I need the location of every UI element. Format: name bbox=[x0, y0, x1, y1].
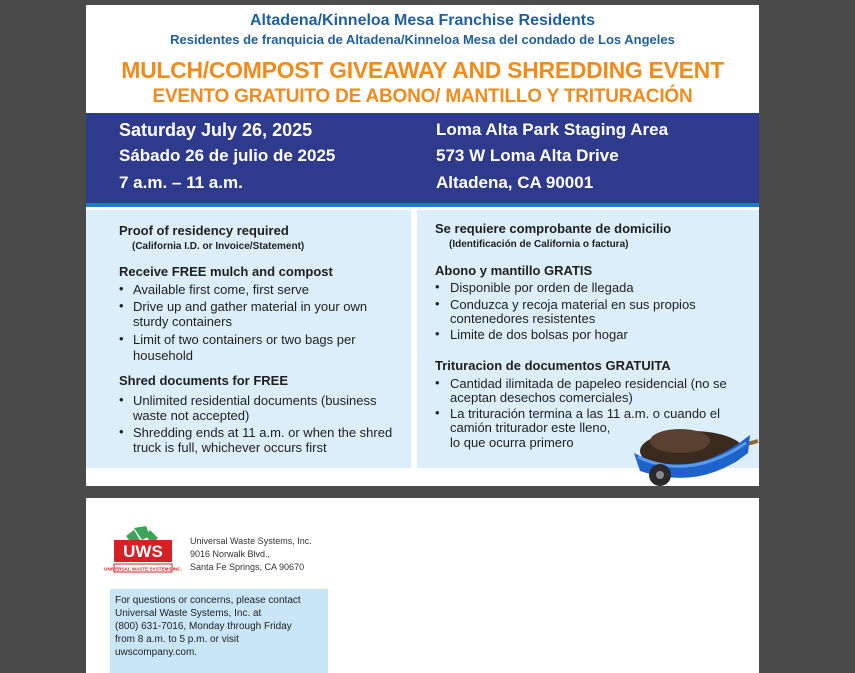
list-item: waste not accepted) bbox=[133, 408, 250, 423]
title-english: MULCH/COMPOST GIVEAWAY AND SHREDDING EVENT bbox=[121, 57, 724, 83]
event-street: 573 W Loma Alta Drive bbox=[436, 146, 619, 165]
contact-website[interactable]: uwscompany.com. bbox=[115, 647, 198, 658]
flyer-page-2 bbox=[86, 498, 759, 673]
list-item: Drive up and gather material in your own bbox=[133, 299, 368, 314]
proof-note: (California I.D. or Invoice/Statement) bbox=[132, 241, 305, 252]
list-item: household bbox=[133, 348, 193, 363]
list-item: Cantidad ilimitada de papeleo residencial (no se bbox=[450, 376, 727, 391]
logo-subtext: UNIVERSAL WASTE SYSTEMS INC. bbox=[104, 566, 182, 572]
title-spanish: EVENTO GRATUITO DE ABONO/ MANTILLO Y TRITURACIÓN bbox=[152, 86, 693, 107]
bullet-dot: • bbox=[119, 281, 124, 296]
list-item: contenedores resistentes bbox=[450, 311, 596, 326]
shred-heading: Shred documents for FREE bbox=[119, 373, 289, 388]
english-details-panel bbox=[86, 210, 411, 468]
list-item: Shredding ends at 11 a.m. or when the shred bbox=[133, 425, 393, 440]
bullet-dot: • bbox=[435, 375, 440, 390]
event-info-band bbox=[86, 113, 759, 203]
list-item: Disponible por orden de llegada bbox=[450, 280, 634, 295]
list-item: aceptan desechos comerciales) bbox=[450, 390, 633, 405]
proof-heading: Proof of residency required bbox=[119, 223, 289, 238]
list-item: sturdy containers bbox=[133, 314, 232, 329]
wheelbarrow-icon bbox=[620, 413, 760, 489]
uws-logo bbox=[104, 524, 182, 576]
contact-phone: (800) 631-7016, Monday through Friday bbox=[115, 621, 292, 632]
mulch-heading: Receive FREE mulch and compost bbox=[119, 264, 333, 279]
list-item: truck is full, whichever occurs first bbox=[133, 440, 327, 455]
mulch-heading-es: Abono y mantillo GRATIS bbox=[435, 263, 593, 278]
list-item: lo que ocurra primero bbox=[450, 435, 574, 450]
company-city: Santa Fe Springs, CA 90670 bbox=[190, 562, 305, 572]
bullet-dot: • bbox=[435, 326, 440, 341]
header-spanish: Residentes de franquicia de Altadena/Kinneloa Mesa del condado de Los Angeles bbox=[170, 32, 675, 47]
event-date-english: Saturday July 26, 2025 bbox=[119, 120, 313, 140]
list-item: Conduzca y recoja material en sus propios bbox=[450, 297, 696, 312]
bullet-dot: • bbox=[119, 298, 124, 313]
contact-line: For questions or concerns, please contact bbox=[115, 595, 301, 606]
contact-line: from 8 a.m. to 5 p.m. or visit bbox=[115, 634, 239, 645]
company-street: 9016 Norwalk Blvd., bbox=[190, 549, 271, 559]
company-address bbox=[190, 535, 312, 574]
list-item: La trituración termina a las 11 a.m. o cuando el bbox=[450, 406, 721, 421]
header-english: Altadena/Kinneloa Mesa Franchise Residents bbox=[250, 12, 595, 29]
bullet-dot: • bbox=[435, 405, 440, 420]
event-date-spanish: Sábado 26 de julio de 2025 bbox=[119, 146, 336, 165]
list-item: Available first come, first serve bbox=[133, 282, 310, 297]
bullet-dot: • bbox=[435, 279, 440, 294]
bullet-dot: • bbox=[119, 424, 124, 439]
list-item: Limit of two containers or two bags per bbox=[133, 332, 356, 347]
bullet-dot: • bbox=[119, 331, 124, 346]
company-name: Universal Waste Systems, Inc. bbox=[190, 536, 312, 546]
bullet-dot: • bbox=[435, 296, 440, 311]
proof-note-es: (Identificación de California o factura) bbox=[449, 239, 629, 250]
flyer-page-1 bbox=[86, 5, 759, 486]
event-city: Altadena, CA 90001 bbox=[436, 173, 594, 192]
list-item: Unlimited residential documents (business bbox=[133, 393, 377, 408]
event-time: 7 a.m. – 11 a.m. bbox=[119, 173, 243, 192]
proof-heading-es: Se requiere comprobante de domicilio bbox=[435, 221, 672, 236]
shred-heading-es: Trituracion de documentos GRATUITA bbox=[435, 358, 671, 373]
event-location: Loma Alta Park Staging Area bbox=[436, 120, 669, 139]
bullet-dot: • bbox=[119, 392, 124, 407]
contact-line: Universal Waste Systems, Inc. at bbox=[115, 608, 262, 619]
contact-box bbox=[110, 589, 328, 673]
list-item: camión triturador este lleno, bbox=[450, 420, 611, 435]
logo-text: UWS bbox=[123, 542, 163, 561]
list-item: Limite de dos bolsas por hogar bbox=[450, 327, 628, 342]
divider-line bbox=[86, 203, 759, 207]
